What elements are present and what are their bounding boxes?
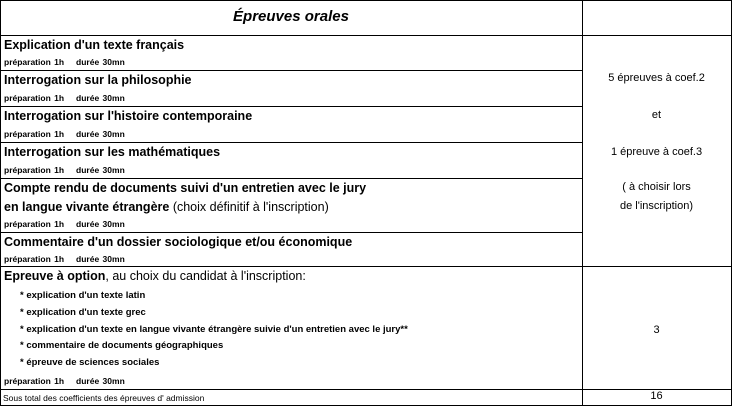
exam-prep: préparation 1h — [4, 219, 65, 229]
exam-duration: durée 30mn — [76, 93, 125, 103]
grid-line — [0, 35, 732, 36]
option-item: * épreuve de sciences sociales — [20, 357, 160, 368]
exam-title: Interrogation sur la philosophie — [4, 73, 192, 87]
grid-line — [0, 178, 582, 179]
coef-line: et — [651, 109, 662, 121]
option-title-extra: , au choix du candidat à l'inscription: — [105, 269, 306, 283]
exam-prep: préparation 1h — [4, 129, 65, 139]
option-coef: 3 — [653, 324, 660, 336]
exam-title: Commentaire d'un dossier sociologique et/ou économique — [4, 235, 353, 249]
coef-line: 5 épreuves à coef.2 — [608, 72, 705, 84]
coef-line: 1 épreuve à coef.3 — [610, 146, 703, 158]
exam-timing — [4, 376, 125, 386]
exam-timing — [4, 129, 125, 139]
exam-title-line2 — [4, 200, 329, 214]
exam-prep: préparation 1h — [4, 57, 65, 67]
exam-prep: préparation 1h — [4, 376, 65, 386]
exam-duration: durée 30mn — [76, 376, 125, 386]
exam-timing — [4, 219, 125, 229]
exam-duration: durée 30mn — [76, 219, 125, 229]
exam-timing — [4, 165, 125, 175]
option-item: * explication d'un texte grec — [20, 307, 146, 318]
grid-line — [0, 232, 582, 233]
exam-timing — [4, 254, 125, 264]
grid-line — [0, 0, 732, 1]
grid-line — [0, 70, 582, 71]
option-title — [4, 269, 306, 283]
exam-duration: durée 30mn — [76, 254, 125, 264]
exam-timing — [4, 93, 125, 103]
grid-line — [0, 266, 732, 267]
exam-prep: préparation 1h — [4, 254, 65, 264]
exam-title: Compte rendu de documents suivi d'un entretien avec le jury — [4, 181, 367, 195]
exam-timing — [4, 57, 125, 67]
exam-title-extra: (choix définitif à l'inscription) — [169, 200, 329, 214]
exam-title: Interrogation sur l'histoire contemporaine — [4, 109, 253, 123]
option-item: * commentaire de documents géographiques — [20, 340, 224, 351]
exam-duration: durée 30mn — [76, 57, 125, 67]
grid-line — [0, 0, 1, 406]
coef-line: ( à choisir lors — [622, 181, 691, 193]
exam-title-line2-bold: en langue vivante étrangère — [4, 200, 170, 214]
exam-duration: durée 30mn — [76, 129, 125, 139]
coef-line: de l'inscription) — [619, 200, 694, 212]
page-title: Épreuves orales — [233, 8, 349, 25]
subtotal-label: Sous total des coefficients des épreuves d' admission — [3, 393, 205, 403]
exam-prep: préparation 1h — [4, 165, 65, 175]
option-item: * explication d'un texte en langue vivante étrangère suivie d'un entretien avec le jury** — [20, 324, 408, 335]
option-item: * explication d'un texte latin — [20, 290, 146, 301]
exam-title: Explication d'un texte français — [4, 38, 185, 52]
grid-line — [0, 142, 582, 143]
grid-line — [0, 106, 582, 107]
exam-prep: préparation 1h — [4, 93, 65, 103]
subtotal-value: 16 — [650, 390, 663, 402]
exam-title: Interrogation sur les mathématiques — [4, 145, 221, 159]
exam-duration: durée 30mn — [76, 165, 125, 175]
option-title-bold: Epreuve à option — [4, 269, 106, 283]
